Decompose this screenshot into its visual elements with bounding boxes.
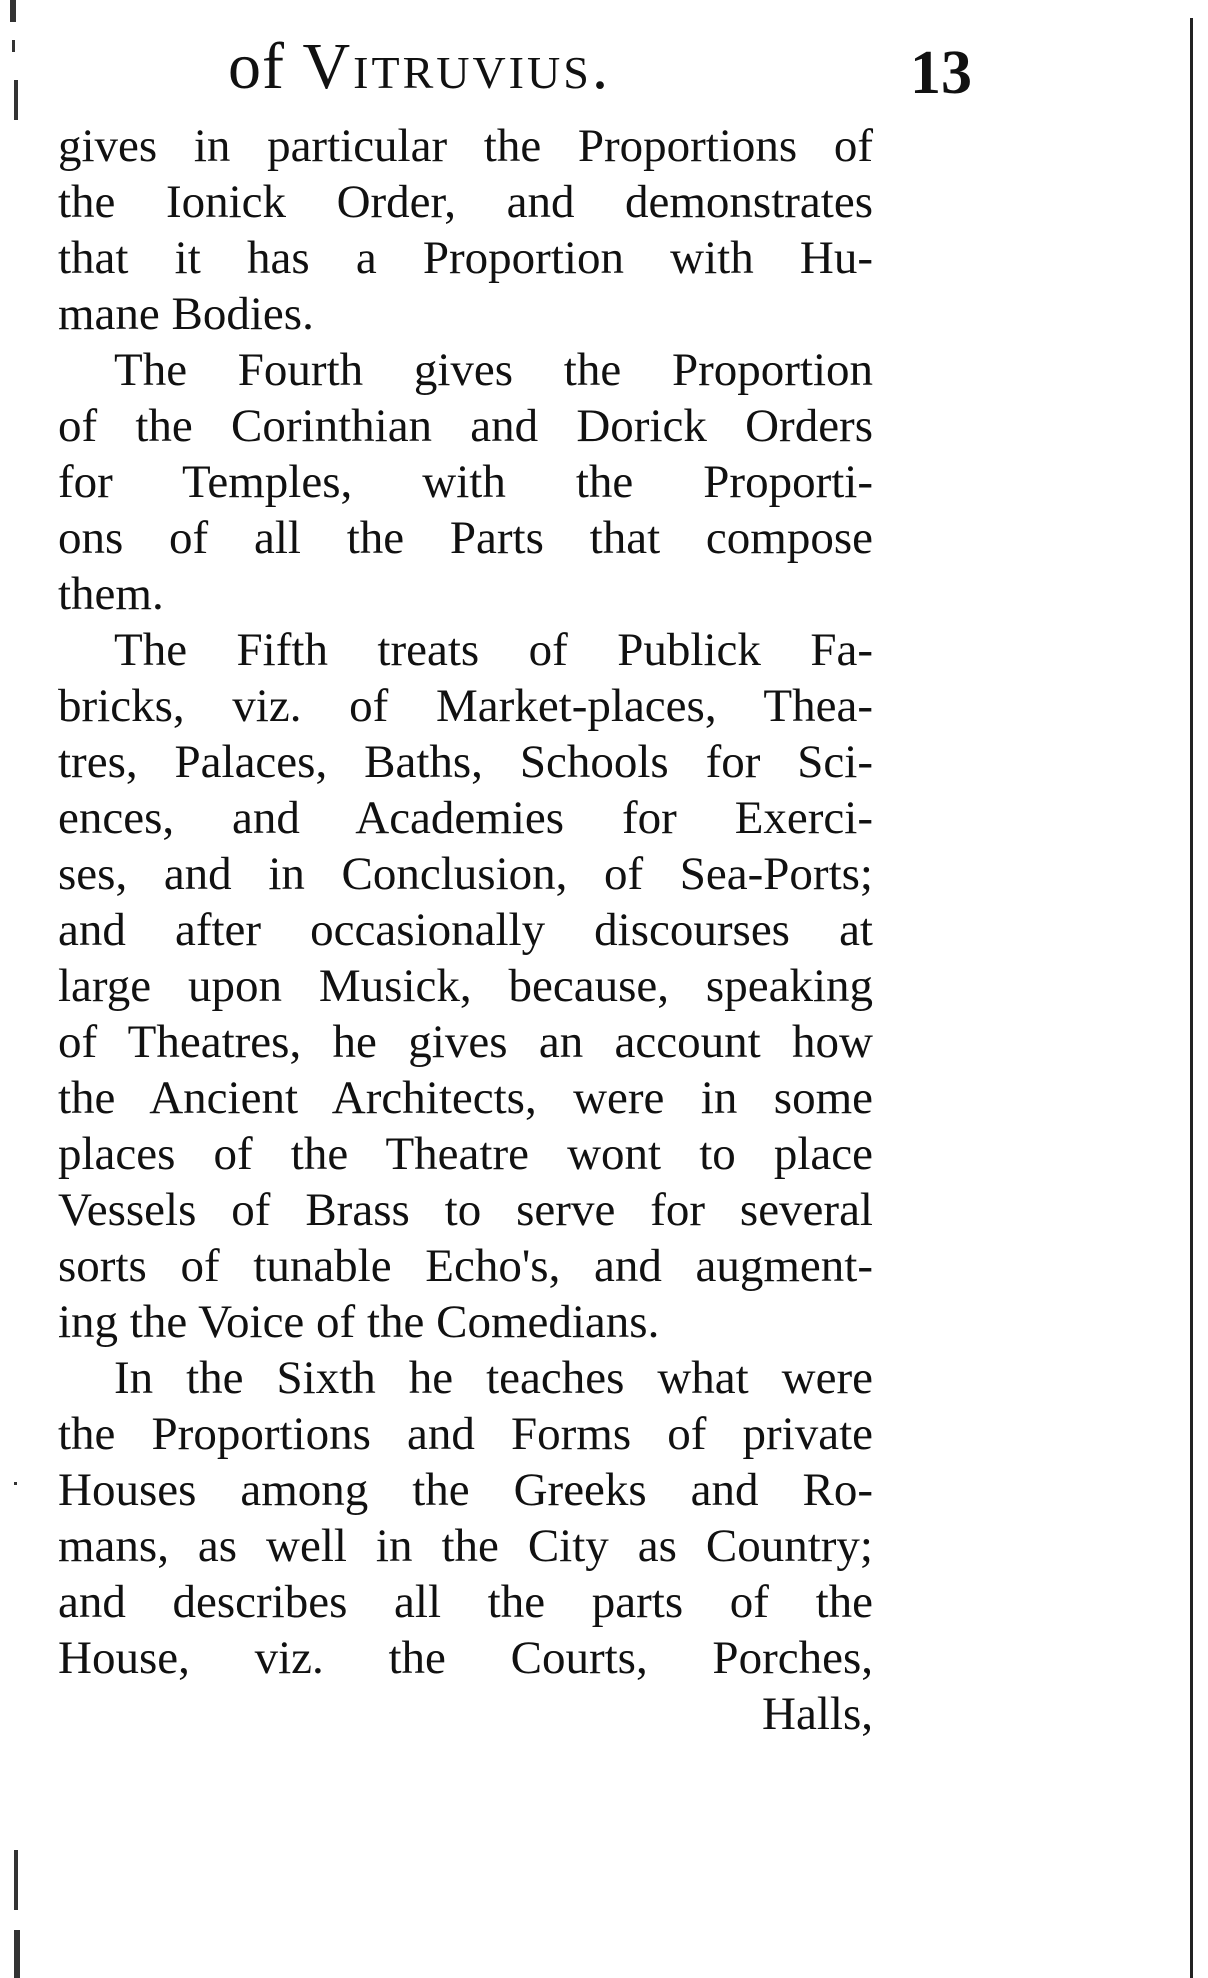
text-line: tres, Palaces, Baths, Schools for Sci- (58, 736, 873, 788)
text-line: ing the Voice of the Comedians. (58, 1296, 660, 1348)
text-line: large upon Musick, because, speaking (58, 960, 873, 1012)
text-line: bricks, viz. of Market-places, Thea- (58, 680, 873, 732)
body-text (58, 118, 873, 1742)
text-line: the Ionick Order, and demonstrates (58, 176, 873, 228)
binding-speck (14, 1850, 18, 1910)
text-line: ons of all the Parts that compose (58, 512, 873, 564)
gutter-rule (1190, 18, 1193, 1978)
text-line: places of the Theatre wont to place (58, 1128, 873, 1180)
binding-speck (10, 0, 16, 22)
text-line: mans, as well in the City as Country; (58, 1520, 873, 1572)
binding-speck (14, 1930, 20, 1978)
text-line: them. (58, 568, 164, 620)
text-line: Houses among the Greeks and Ro- (58, 1464, 873, 1516)
running-head (228, 22, 611, 112)
text-line: The Fifth treats of Publick Fa- (114, 624, 873, 676)
text-line: gives in particular the Proportions of (58, 120, 873, 172)
text-line: In the Sixth he teaches what were (114, 1352, 873, 1404)
page-header (228, 22, 988, 112)
text-line: for Temples, with the Proporti- (58, 456, 873, 508)
text-line: of Theatres, he gives an account how (58, 1016, 873, 1068)
binding-speck (14, 80, 18, 120)
text-line: Vessels of Brass to serve for several (58, 1184, 873, 1236)
text-line: of the Corinthian and Dorick Orders (58, 400, 873, 452)
text-line: the Proportions and Forms of private (58, 1408, 873, 1460)
text-line: the Ancient Architects, were in some (58, 1072, 873, 1124)
text-line: and after occasionally discourses at (58, 904, 873, 956)
text-line: and describes all the parts of the (58, 1576, 873, 1628)
running-head-prefix: of (228, 30, 303, 103)
running-head-name: Vitruvius. (302, 30, 612, 103)
text-line: House, viz. the Courts, Porches, (58, 1632, 873, 1684)
text-line: that it has a Proportion with Hu- (58, 232, 873, 284)
binding-speck (14, 1482, 17, 1485)
text-line: The Fourth gives the Proportion (114, 344, 873, 396)
catchword: Halls, (762, 1688, 873, 1740)
page-number: 13 (910, 39, 972, 107)
text-line: ses, and in Conclusion, of Sea-Ports; (58, 848, 873, 900)
text-line: sorts of tunable Echo's, and augment- (58, 1240, 873, 1292)
text-line: mane Bodies. (58, 288, 314, 340)
binding-speck (12, 40, 15, 52)
text-line: ences, and Academies for Exerci- (58, 792, 873, 844)
